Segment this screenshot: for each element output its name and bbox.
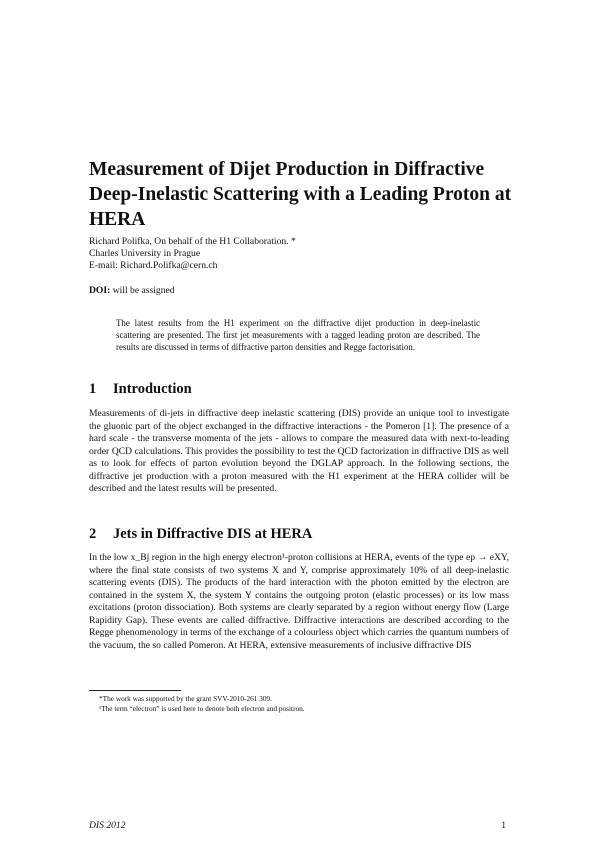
doi-label: DOI:: [89, 285, 111, 296]
section-paragraph-introduction: Measurements of di-jets in diffractive deep inelastic scattering (DIS) provide an unique tool to investigate the gluonic part of the object exchanged in the diffractive interactions - the Pomeron [1]. The presence of a hard scale - the transverse momenta of the jets - allows to compare the measured data with next-to-leading order QCD calculations. This provides the possibility to test the QCD factorization in diffractive DIS as well as to look for effects of parton evolution beyond the DGLAP approach. In the following sections, the diffractive jet production with a proton measured with the H1 experiment at the HERA collider will be described and the latest results will be presented.: [89, 408, 509, 494]
section-number: 1: [89, 381, 97, 397]
paper-title: Measurement of Dijet Production in Diffractive Deep-Inelastic Scattering with a Leading Proton at HERA: [89, 159, 512, 230]
page-number: 1: [501, 820, 506, 831]
affiliation: Charles University in Prague: [89, 248, 201, 259]
email-line: E-mail: Richard.Polifka@cern.ch: [89, 260, 218, 271]
footnote-electron: ¹The term “electron” is used here to denote both electron and positron.: [99, 703, 305, 713]
doi-value: will be assigned: [112, 285, 175, 296]
section-heading-jets: [89, 526, 312, 543]
author-block: [89, 236, 509, 272]
section-title: Jets in Diffractive DIS at HERA: [113, 526, 313, 542]
footnote-rule: [89, 690, 181, 691]
section-number: 2: [89, 526, 97, 542]
author-line: Richard Polifka, On behalf of the H1 Collaboration. *: [89, 236, 296, 247]
footnotes: [89, 694, 509, 713]
doi-line: [89, 285, 175, 296]
section-paragraph-jets: In the low x_Bj region in the high energy electron¹-proton collisions at HERA, events of the type ep → eXY, where the final state consists of two systems X and Y, comprise approximately 10% of all deep-inelastic scattering events (DIS). The products of the hard interaction with the photon emitted by the electron are contained in the system X, the system Y contains the outgoing proton (elastic processes) or its low mass excitations (proton dissociation). Both systems are clearly separated by a region without energy flow (Large Rapidity Gap). These events are called diffractive. Diffractive interactions are described according to the Regge phenomenology in terms of the exchange of a colourless object which carries the quantum numbers of the vacuum, the so called Pomeron. At HERA, extensive measurements of inclusive diffractive DIS: [89, 552, 509, 651]
conference-footer: DIS 2012: [89, 820, 126, 831]
section-title: Introduction: [113, 381, 192, 397]
abstract: The latest results from the H1 experiment on the diffractive dijet production in deep-inelastic scattering are presented. The first jet measurements with a tagged leading proton are described. The results are discussed in terms of diffractive parton densities and Regge factorisation.: [116, 318, 480, 352]
section-heading-introduction: [89, 381, 192, 398]
footnote-grant: *The work was supported by the grant SVV-2010-261 309.: [99, 694, 273, 703]
